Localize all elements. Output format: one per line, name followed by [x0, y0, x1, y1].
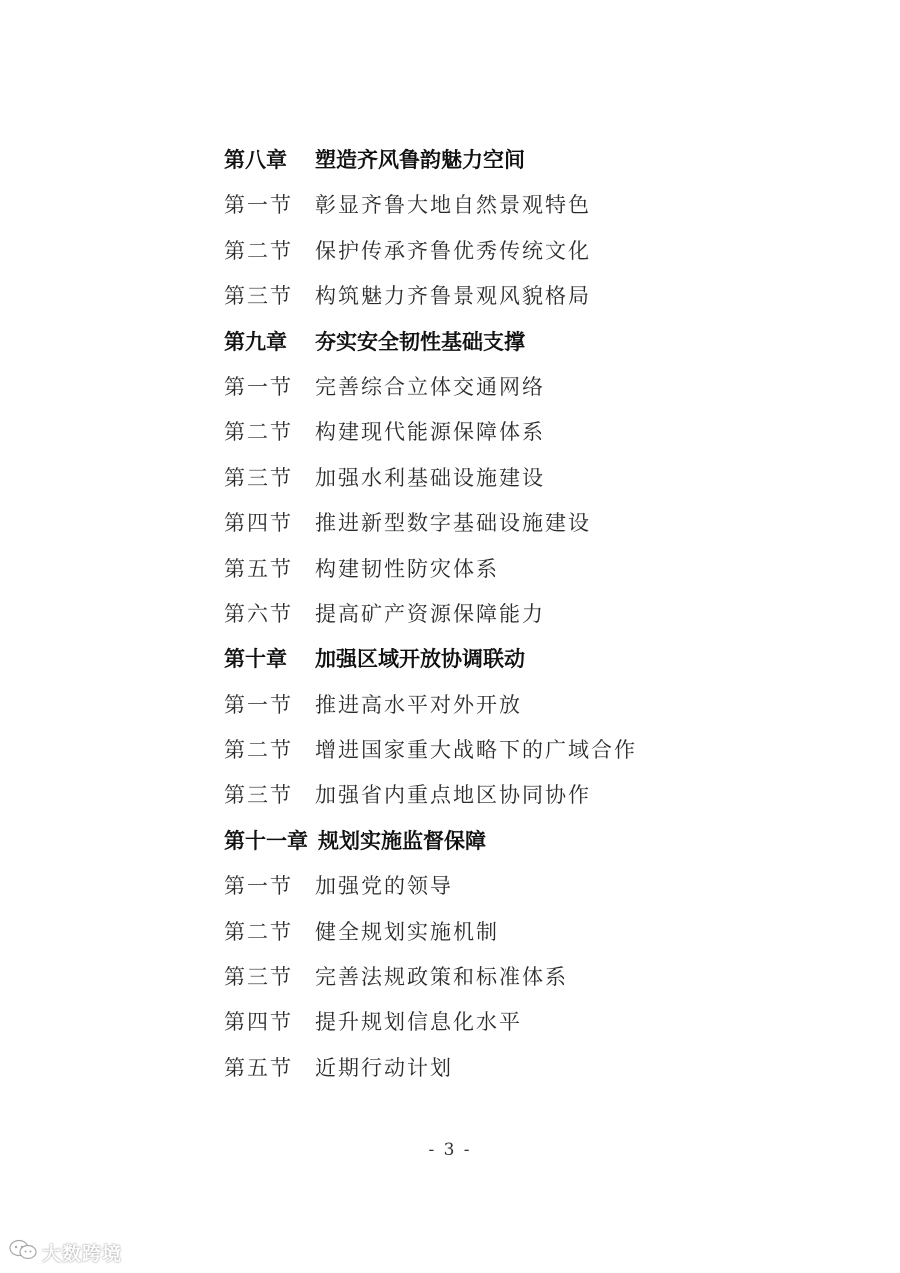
- section-title: 推进新型数字基础设施建设: [315, 511, 591, 536]
- wechat-logo-icon: [8, 1238, 38, 1266]
- toc-section: [224, 501, 824, 546]
- toc-chapter: [224, 637, 824, 682]
- chapter-number: 第八章: [224, 148, 287, 172]
- toc-section: [224, 864, 824, 909]
- chapter-title: 加强区域开放协调联动: [315, 647, 525, 672]
- section-number: 第三节: [224, 965, 293, 990]
- toc-section: [224, 1000, 824, 1045]
- section-number: 第一节: [224, 874, 293, 899]
- section-number: 第三节: [224, 284, 293, 309]
- section-number: 第二节: [224, 420, 293, 445]
- section-number: 第一节: [224, 692, 293, 717]
- toc-chapter: [224, 320, 824, 365]
- toc-section: [224, 456, 824, 501]
- section-number: 第二节: [224, 738, 293, 763]
- toc-section: [224, 1046, 824, 1091]
- section-title: 完善综合立体交通网络: [315, 374, 545, 399]
- chapter-number: 第十章: [224, 647, 287, 672]
- section-title: 彰显齐鲁大地自然景观特色: [315, 193, 591, 218]
- section-title: 完善法规政策和标准体系: [315, 965, 568, 990]
- chapter-number: 第九章: [224, 329, 287, 354]
- table-of-contents: [224, 138, 824, 1091]
- toc-section: [224, 955, 824, 1000]
- section-title: 提高矿产资源保障能力: [315, 601, 545, 626]
- toc-section: [224, 547, 824, 592]
- watermark: [8, 1238, 122, 1266]
- section-title: 健全规划实施机制: [315, 919, 499, 944]
- chapter-title: 塑造齐风鲁韵魅力空间: [315, 148, 525, 172]
- chapter-number: 第十一章: [224, 828, 308, 853]
- chapter-title: 规划实施监督保障: [318, 828, 486, 853]
- toc-section: [224, 365, 824, 410]
- section-number: 第五节: [224, 556, 293, 581]
- toc-section: [224, 410, 824, 455]
- toc-section: [224, 728, 824, 773]
- toc-section: [224, 229, 824, 274]
- toc-section: [224, 592, 824, 637]
- chapter-title: 夯实安全韧性基础支撑: [315, 329, 525, 354]
- section-number: 第一节: [224, 193, 293, 218]
- section-title: 推进高水平对外开放: [315, 692, 522, 717]
- watermark-text: 大数跨境: [42, 1242, 123, 1265]
- section-number: 第一节: [224, 374, 293, 399]
- section-title: 加强省内重点地区协同协作: [315, 783, 591, 808]
- section-number: 第三节: [224, 783, 293, 808]
- section-number: 第二节: [224, 238, 293, 263]
- section-number: 第四节: [224, 1010, 293, 1035]
- section-number: 第六节: [224, 601, 293, 626]
- section-number: 第三节: [224, 465, 293, 490]
- toc-section: [224, 683, 824, 728]
- section-title: 构建韧性防灾体系: [315, 556, 499, 581]
- section-number: 第五节: [224, 1055, 293, 1080]
- section-title: 构建现代能源保障体系: [315, 420, 545, 445]
- toc-section: [224, 773, 824, 818]
- section-title: 增进国家重大战略下的广域合作: [315, 738, 637, 763]
- toc-chapter: [224, 819, 824, 864]
- toc-section: [224, 910, 824, 955]
- toc-section: [224, 183, 824, 228]
- section-number: 第四节: [224, 511, 293, 536]
- page-number: - 3 -: [428, 1140, 472, 1160]
- section-title: 加强水利基础设施建设: [315, 465, 545, 490]
- section-title: 加强党的领导: [315, 874, 453, 899]
- section-number: 第二节: [224, 919, 293, 944]
- toc-section: [224, 274, 824, 319]
- section-title: 近期行动计划: [315, 1055, 453, 1080]
- section-title: 保护传承齐鲁优秀传统文化: [315, 238, 591, 263]
- toc-chapter: [224, 138, 824, 183]
- section-title: 提升规划信息化水平: [315, 1010, 522, 1035]
- section-title: 构筑魅力齐鲁景观风貌格局: [315, 284, 591, 309]
